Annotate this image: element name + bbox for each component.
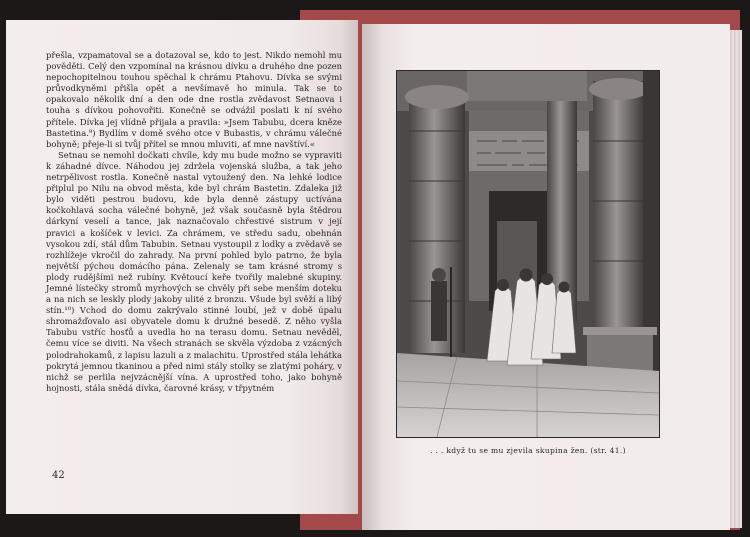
- body-text: [46, 50, 342, 394]
- temple-illustration: [396, 70, 660, 438]
- paragraph: přešla, vzpamatoval se a dotazoval se, kdo to jest. Nikdo nemohl mu pověděti. Celý den vzpomínal na krásnou dívku a druhého dne pozen nepochopitelnou touhou spěchal k chrámu Ptahovu. Dívka se svými průvodkyněmi přišla opět a nevšímavě ho minula. Tak se to opakovalo několik dní a den ode dne rostla zvědavost Setnaova i touha s dívkou pohovořiti. Konečně se odvážil poslati k ní svého přítele. Dívka jej vlídně přijala a pravila: »Jsem Tabubu, dcera kněze Bastetina.⁹) Bydlím v domě svého otce v Bubastis, v chrámu válečné bohyně; přeje-li si tvůj přítel se mnou mluviti, ať mne navštíví.«: [46, 50, 342, 149]
- illustration-drawing: [397, 71, 659, 437]
- paragraph: Setnau se nemohl dočkati chvíle, kdy mu bude možno se vypraviti k záhadné dívce. Náhodou jej zdržela vojenská služba, a tak jeho netrpělivost rostla. Konečně nastal vytoužený den. Na lehké lodice připlul po Nilu na obvod města, kde byl chrám Bastetin. Zdaleka již bylo viděti pestrou budovu, kde byla denně zástupy uctívána kočkohlavá socha válečné bohyně, jež však současně byla štědrou dárkyní veselí a tance, jak naznačovalo chřestivé sistrum v její pravici a košíček v levici. Za chrámem, ve středu sadu, obehnán vysokou zdí, stál dům Tabubin. Setnau vystoupil z lodky a zvědavě se rozhlížeje vkročil do zahrady. Na první pohled bylo patrno, že byla největší pýchou domácího pána. Zelenaly se tam krásné stromy s plody rudějšími než rubíny. Květoucí keře tvořily malebné skupiny. Jemné lístečky stromů myrhových se chvěly při sebe menším doteku a na nich se leskly plody jakoby ulité z bronzu. Všude byl svěží a libý stín.¹⁰) Vchod do domu zakrývalo stinné loubí, jež v době úpalu shromažďovalo asi obyvatele domu k družné besedě. Z něho vyšla Tabubu vstříc hosťů a uvedla ho na terasu domu. Setnau nevěděl, čemu více se diviti. Na všech stranách se skvěla výzdoba z vzácných polodrahokamů, z lapisu lazuli a z malachitu. Uprostřed stála lehátka pokrytá jemnou tkaninou a před nimi stály stolky se zlatými poháry, v nichž se perlila nejvzácnější vína. A uprostřed toho, jako bohyně hojnosti, stála snědá dívka, čarovné krásy, v třpytném: [46, 149, 342, 393]
- illustration-caption: . . . když tu se mu zjevila skupina žen. (str. 41.): [430, 446, 626, 455]
- page-number: 42: [52, 470, 65, 481]
- left-page: [6, 20, 358, 514]
- page-edges: [728, 30, 742, 528]
